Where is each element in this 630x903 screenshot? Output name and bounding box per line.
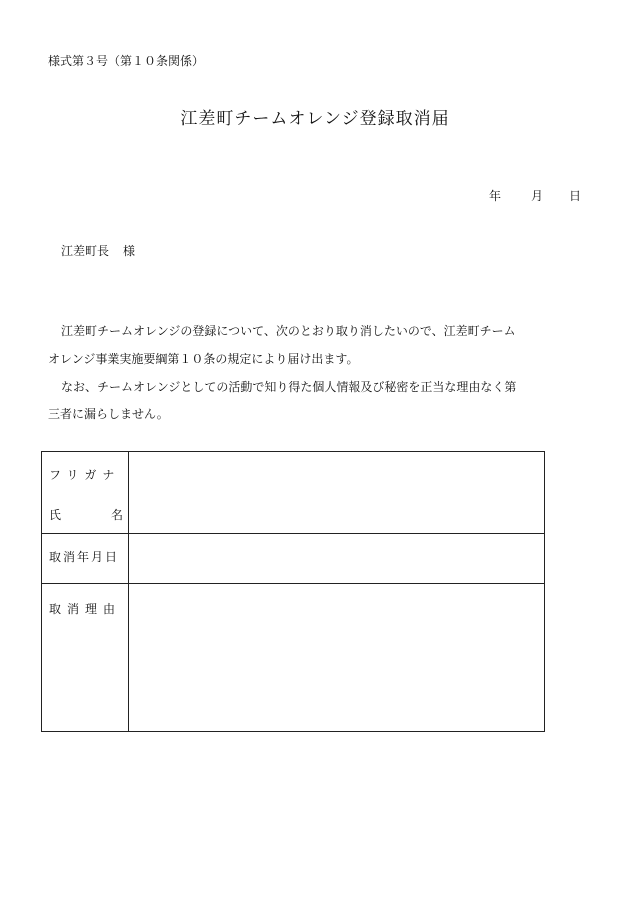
- recipient-name: 江差町長: [61, 244, 110, 258]
- date-month-label: 月: [531, 189, 544, 203]
- body-paragraph-1-line-1: 江差町チームオレンジの登録について、次のとおり取り消したいので、江差町チーム: [61, 324, 516, 338]
- form-number: 様式第３号（第１０条関係）: [48, 54, 205, 68]
- cancel-date-field[interactable]: [129, 534, 544, 583]
- name-field[interactable]: [129, 452, 544, 533]
- cancel-reason-label: 取消理由: [49, 602, 122, 616]
- cancel-date-label: 取消年月日: [49, 550, 120, 564]
- date-year-label: 年: [489, 189, 502, 203]
- date-line: [489, 187, 581, 204]
- body-paragraph-1-line-2: オレンジ事業実施要綱第１０条の規定により届け出ます。: [48, 352, 359, 366]
- application-form-table: [41, 451, 545, 732]
- body-paragraph-2-line-2: 三者に漏らしません。: [48, 407, 169, 421]
- body-paragraph-2-line-1: なお、チームオレンジとしての活動で知り得た個人情報及び秘密を正当な理由なく第: [61, 380, 517, 394]
- cancel-reason-field[interactable]: [129, 584, 544, 731]
- name-label-first-char: 氏: [49, 508, 62, 522]
- recipient-honorific: 様: [123, 244, 136, 258]
- document-title: 江差町チームオレンジ登録取消届: [180, 109, 450, 129]
- recipient: [61, 242, 135, 259]
- date-day-label: 日: [569, 189, 582, 203]
- furigana-label: フリガナ: [49, 468, 121, 482]
- name-label-second-char: 名: [110, 508, 123, 522]
